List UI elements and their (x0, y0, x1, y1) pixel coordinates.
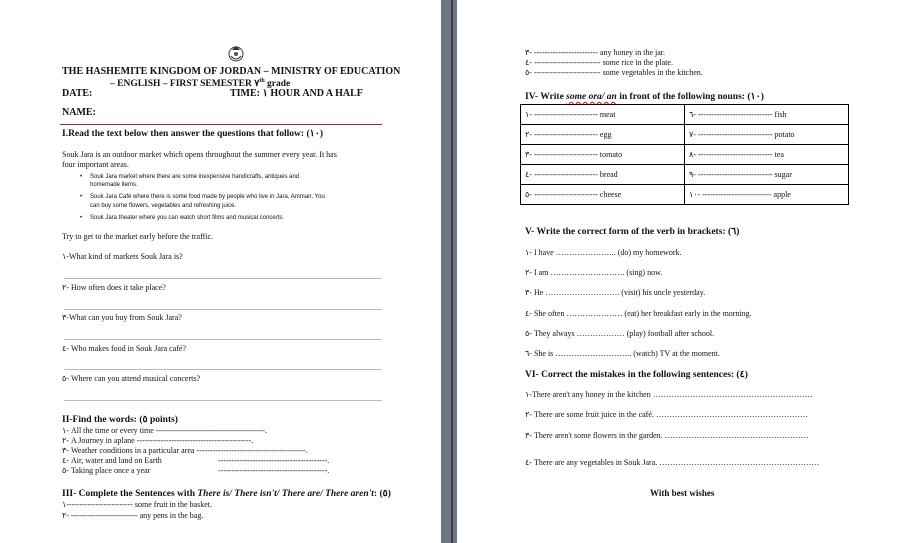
document-page-1 (0, 0, 441, 543)
bullet-1-line2: homemade items. (90, 182, 138, 188)
answer-line-3[interactable] (64, 339, 382, 340)
verb-item-6: ٦- She is ……………………….. (watch) TV at the moment. (525, 349, 720, 358)
noun-cell-6[interactable]: ٦- ---------------------------- fish (685, 105, 849, 125)
answer-line-2[interactable] (64, 309, 382, 310)
find-word-4-blank[interactable]: -----------------------------------------. (218, 456, 330, 465)
section4-title-options: some ora/ an (566, 92, 617, 102)
header-grade-sup: th (259, 78, 265, 84)
section3-title (62, 488, 391, 499)
table-row (521, 185, 849, 205)
verb-item-2: ٢- I am ………………………. (sing) now. (525, 268, 663, 277)
date-label: DATE: (62, 88, 93, 99)
header-divider (60, 124, 382, 125)
nouns-table (520, 104, 849, 205)
table-row (521, 145, 849, 165)
verb-item-3: ٣- He ………………………. (visit) his uncle yesterday. (525, 288, 706, 297)
section4-title-prefix: IV- Write (525, 92, 567, 102)
noun-cell-1[interactable]: ١- ------------------------ meat (521, 105, 685, 125)
correct-mistake-4: ٤- There are any vegetables in Souk Jara. …………………………………………………… (525, 458, 820, 467)
header-ministry: THE HASHEMITE KINGDOM OF JORDAN – MINISTRY OF EDUCATION (62, 66, 401, 77)
find-word-1: ١- All the time or every time -----------------------------------------. (62, 426, 268, 435)
header-semester-text: – ENGLISH – FIRST SEMESTER (110, 79, 255, 90)
page-gutter-edge (451, 0, 453, 543)
noun-cell-4[interactable]: ٤- ------------------------ bread (521, 165, 685, 185)
section4-title (525, 91, 764, 102)
reading-tip: Try to get to the market early before the traffic. (62, 232, 214, 241)
bullet-dot-2: • (80, 194, 83, 200)
noun-cell-3[interactable]: ٣- ------------------------ tomato (521, 145, 685, 165)
complete-sentence-3: ٣- ------------------------ any honey in the jar. (525, 48, 665, 57)
noun-cell-2[interactable]: ٢- ------------------------ egg (521, 125, 685, 145)
find-word-2: ٢- A Journey in aplane -------------------------------------------. (62, 436, 254, 445)
section6-title: VI- Correct the mistakes in the following sentences: (٤) (525, 370, 748, 380)
verb-item-4: ٤- She often ………………… (eat) her breakfast early in the morning. (525, 309, 752, 318)
time-label: TIME: ١ HOUR AND A HALF (230, 88, 363, 99)
name-label: NAME: (62, 107, 96, 118)
document-page-2 (457, 0, 910, 543)
find-word-5-blank[interactable]: -----------------------------------------. (218, 466, 330, 475)
question-2: ٢- How often does it take place? (62, 283, 166, 292)
section3-title-options: There is/ There isn't/ There are/ There aren't (197, 489, 374, 499)
closing-wishes: With best wishes (650, 488, 715, 498)
correct-mistake-3: ٣- There aren't some flowers in the garden. ……………………………………………… (525, 431, 809, 440)
section1-title: I.Read the text below then answer the questions that follow: (١٠) (62, 129, 323, 139)
bullet-1-line1: Souk Jara market where there are some inexpensive handicrafts, antiques and (90, 174, 300, 180)
complete-sentence-4: ٤- ------------------------- some rice in the plate. (525, 58, 673, 67)
question-5: ٥- Where can you attend musical concerts? (62, 374, 201, 383)
noun-cell-9[interactable]: ٩- ---------------------------- sugar (685, 165, 849, 185)
question-3: ٣-What can you buy from Souk Jara? (62, 313, 182, 322)
bullet-3-line1: Souk Jara theater where you can watch short films and musical concerts. (90, 215, 285, 221)
correct-mistake-2: ٢- There are some fruit juice in the café. ………………………………………………… (525, 410, 808, 419)
bullet-dot-1: • (80, 174, 83, 180)
bullet-2-line2: can buy some flowers, vegetables and refreshing juice. (90, 203, 237, 209)
page-gutter (441, 0, 457, 543)
bullet-dot-3: • (80, 215, 83, 221)
find-word-4: ٤- Air, water and land on Earth (62, 456, 162, 465)
find-word-3: ٣- Weather conditions in a particular area -----------------------------------------. (62, 446, 308, 455)
question-4: ٤- Who makes food in Souk Jara café? (62, 344, 187, 353)
correct-mistake-1: ١-There aren't any honey in the kitchen …………………………………………………… (525, 390, 813, 399)
answer-line-5[interactable] (64, 400, 382, 401)
header-grade-word: grade (264, 79, 291, 90)
table-row (521, 165, 849, 185)
table-row (521, 105, 849, 125)
complete-sentence-5: ٥- ------------------------- some vegetables in the kitchen. (525, 68, 703, 77)
verb-item-5: ٥- They always ……………… (play) football after school. (525, 329, 715, 338)
header-grade-number: ٧ (254, 79, 260, 90)
noun-cell-7[interactable]: ٧- ---------------------------- potato (685, 125, 849, 145)
answer-line-1[interactable] (64, 278, 382, 279)
section3-title-prefix: III- Complete the Sentences with (62, 489, 198, 499)
section4-title-suffix: in front of the following nouns: (١٠) (616, 92, 764, 102)
question-1: ١-What kind of markets Souk Jara is? (62, 252, 183, 261)
noun-cell-8[interactable]: ٨- ---------------------------- tea (685, 145, 849, 165)
bullet-2-line1: Souk Jara Café where there is some food made by people who live in Jara, Amman. You (90, 194, 325, 200)
reading-paragraph-line1: Souk Jara is an outdoor market which opens throughout the summer every year. It has (62, 150, 337, 159)
find-word-5: ٥- Taking place once a year (62, 466, 151, 475)
verb-item-1: ١- I have ………………….. (do) my homework. (525, 248, 682, 257)
complete-sentence-1: ١------------------------- some fruit in the basket. (62, 500, 212, 509)
complete-sentence-2: ٢- ------------------------- any pens in the bag. (62, 511, 204, 520)
section2-title: II-Find the words: (٥ points) (62, 415, 178, 425)
noun-cell-10[interactable]: ١٠- -------------------------- apple (685, 185, 849, 205)
noun-cell-5[interactable]: ٥- ------------------------ cheese (521, 185, 685, 205)
jordan-crest-icon (227, 44, 245, 64)
table-row (521, 125, 849, 145)
section5-title: V- Write the correct form of the verb in brackets: (٦) (525, 227, 740, 237)
reading-paragraph-line2: four important areas. (62, 160, 129, 169)
section3-title-points: : (٥) (373, 489, 391, 499)
answer-line-4[interactable] (64, 369, 382, 370)
